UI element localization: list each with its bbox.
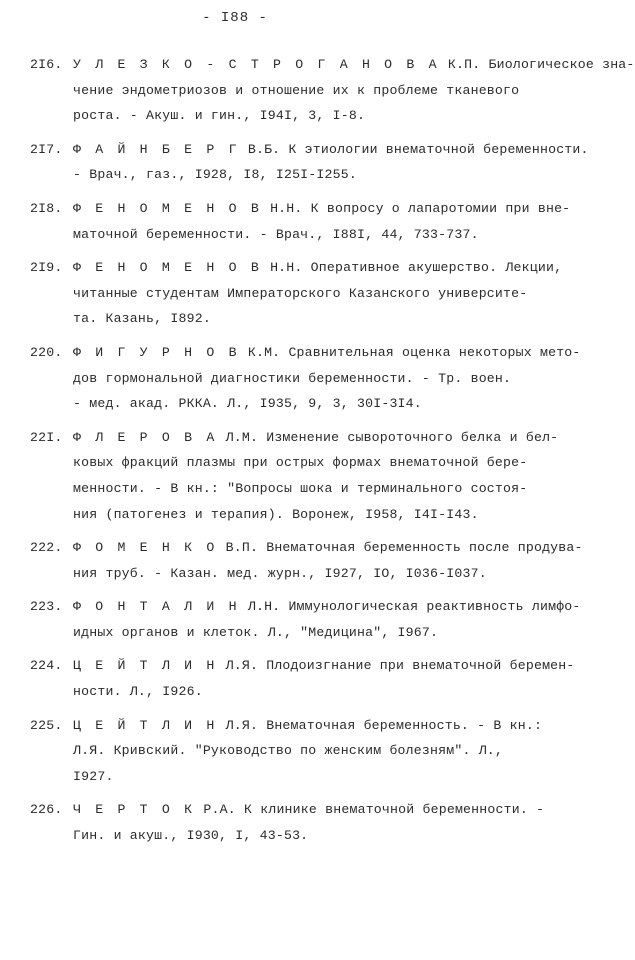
entry-text-line: роста. - Акуш. и гин., I94I, 3, I-8. [73,108,366,124]
entry-first-line [73,425,590,451]
entry-number: 220. [30,344,63,360]
entry-initials: Н.Н. [270,260,303,276]
bibliography-entry [30,52,635,129]
entry-first-line [73,137,590,163]
bibliography-entry [30,535,590,586]
bibliography-entry [30,137,590,188]
entry-text-line: ковых фракций плазмы при острых формах внематочной бере- [73,455,528,471]
entry-number: 2I8. [30,200,63,216]
page-number: - I88 - [202,10,268,26]
bibliography-entry [30,653,590,704]
entry-text-line: Внематочная беременность после продува- [266,540,583,556]
entry-text-line: Плодоизгнание при внематочной беремен- [266,658,575,674]
entry-text-line: идных органов и клеток. Л., "Медицина", I967. [73,624,439,640]
entry-text-line: - Врач., газ., I928, I8, I25I-I255. [73,167,357,183]
entry-initials: В.П. [225,540,259,556]
entry-number: 225. [30,717,63,733]
bibliography-entry [30,255,590,332]
entry-text-line: Л.Я. Кривский. "Руководство по женским болезням". Л., [73,743,504,759]
entry-text-line: Гин. и акуш., I930, I, 43-53. [73,828,309,844]
entry-author: Ф Е Н О М Е Н О В [73,200,262,216]
bibliography-entry [30,594,590,645]
bibliography-entry [30,340,590,417]
entry-author: Ф О М Е Н К О [73,540,218,556]
entry-number: 2I7. [30,141,63,157]
entry-first-line [73,653,590,679]
entry-first-line [73,797,590,823]
entry-text-line: ния труб. - Казан. мед. журн., I927, IО, I036-I037. [73,565,487,581]
entry-initials: В.Б. [247,141,281,157]
bibliography-entry [30,713,590,790]
entry-text-line: маточной беременности. - Врач., I88I, 44, 733-737. [73,226,479,242]
entry-author: Ф О Н Т А Л И Н [73,599,240,615]
entry-text-line: Оперативное акушерство. Лекции, [310,260,563,276]
entry-first-line [73,535,590,561]
entry-first-line [73,196,590,222]
entry-initials: Л.Я. [225,658,259,674]
entry-author: Ф Л Е Р О В А [73,429,218,445]
entry-text-line: ности. Л., I926. [73,684,203,700]
entry-text-line: Изменение сывороточного белка и бел- [266,429,559,445]
entry-number: 226. [30,802,63,818]
entry-number: 2I9. [30,260,63,276]
entry-first-line [73,255,590,281]
entry-author: Ф И Г У Р Н О В [73,344,240,360]
entry-number: 2I6. [30,57,63,72]
entry-author: Ц Е Й Т Л И Н [73,717,218,733]
entry-text-line: ния (патогенез и терапия). Воронеж, I958, I4I-I43. [73,506,479,522]
entry-initials: К.М. [247,344,281,360]
entry-first-line [73,713,590,739]
entry-first-line [73,594,590,620]
entry-first-line [73,52,635,78]
entry-text-line: та. Казань, I892. [73,311,211,327]
entry-text-line: Внематочная беременность. - В кн.: [266,717,543,733]
entry-first-line [73,340,590,366]
entry-author: Ф Е Н О М Е Н О В [73,260,262,276]
entry-text-line: К этиологии внематочной беременности. [288,141,589,157]
entry-initials: Л.М. [225,429,259,445]
bibliography-list [30,52,635,857]
bibliography-entry [30,196,590,247]
entry-initials: Н.Н. [270,200,303,216]
entry-author: Ф А Й Н Б Е Р Г [73,141,240,157]
entry-text-line: Иммунологическая реактивность лимфо- [288,599,581,615]
bibliography-entry [30,425,590,527]
entry-initials: К.П. [447,57,481,72]
entry-text-line: читанные студентам Императорского Казанского университе- [73,285,528,301]
entry-initials: Л.Я. [225,717,259,733]
entry-text-line: I927. [73,768,114,784]
entry-number: 222. [30,540,63,556]
entry-text-line: чение эндометриозов и отношение их к проблеме тканевого [73,82,520,98]
entry-number: 22I. [30,429,63,445]
entry-initials: Л.Н. [247,599,281,615]
entry-text-line: К клинике внематочной беременности. - [243,802,545,818]
entry-text-line: менности. - В кн.: "Вопросы шока и терминального состоя- [73,480,528,496]
entry-author: У Л Е З К О - С Т Р О Г А Н О В А [73,57,440,72]
entry-initials: Р.А. [203,802,236,818]
entry-text-line: дов гормональной диагностики беременности. - Тр. воен. [73,370,512,386]
entry-author: Ц Е Й Т Л И Н [73,658,218,674]
entry-text-line: Сравнительная оценка некоторых мето- [288,344,581,360]
entry-author: Ч Е Р Т О К [73,802,196,818]
entry-number: 224. [30,658,63,674]
entry-text-line: - мед. акад. РККА. Л., I935, 9, 3, 30I-3I4. [73,396,422,412]
entry-text-line: К вопросу о лапаротомии при вне- [310,200,571,216]
bibliography-entry [30,797,590,848]
entry-text-line: Биологическое зна- [488,57,635,72]
entry-number: 223. [30,599,63,615]
